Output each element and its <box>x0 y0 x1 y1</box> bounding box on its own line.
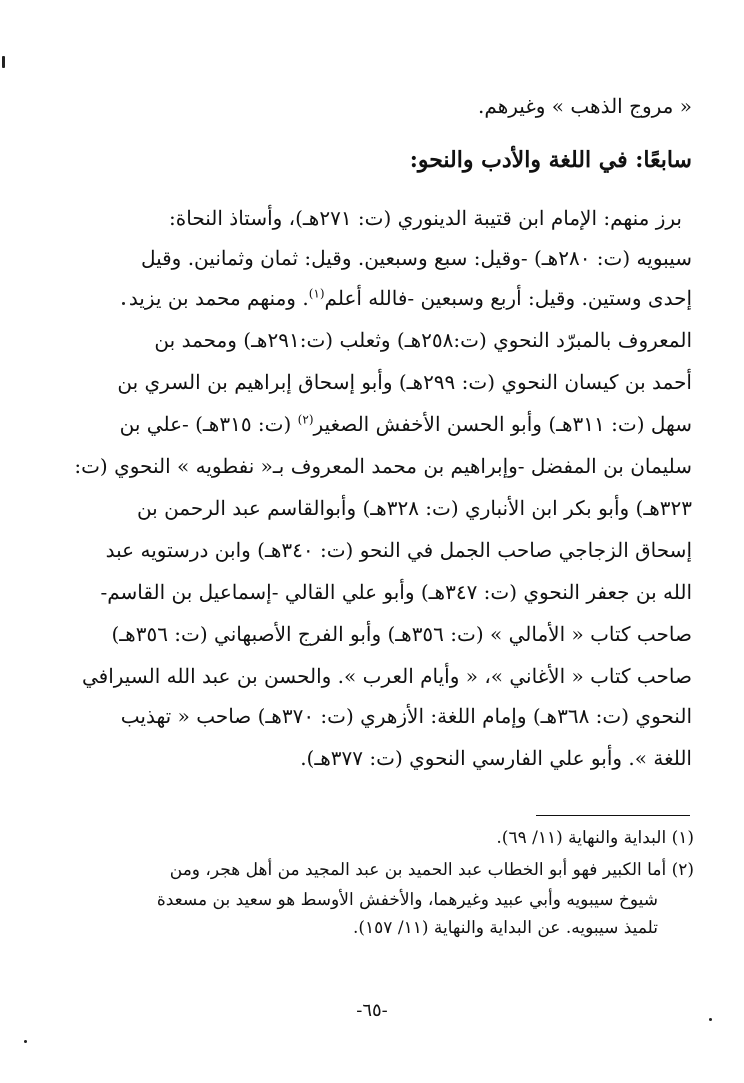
scan-speck <box>2 56 5 68</box>
scan-speck <box>122 302 125 305</box>
text-line-11: إسحاق الزجاجي صاحب الجمل في النحو (ت: ٣٤٠هـ) وابن درستويه عبد <box>105 538 692 562</box>
scan-speck <box>24 1040 27 1043</box>
text-line-10: ٣٢٣هـ) وأبو بكر ابن الأنباري (ت: ٣٢٨هـ) وأبوالقاسم عبد الرحمن بن <box>136 496 692 520</box>
page-number: -٦٥- <box>356 1000 388 1021</box>
footnote-ref-2[interactable]: (٢) <box>297 412 314 427</box>
text-line-16: اللغة ». وأبو علي الفارسي النحوي (ت: ٣٧٧هـ). <box>300 746 692 770</box>
footnote-2-line-3: تلميذ سيبويه. عن البداية والنهاية (١١/ ١٥٧). <box>353 918 658 938</box>
footnote-ref-1[interactable]: (١) <box>308 286 325 301</box>
footnote-2-line-1: (٢) أما الكبير فهو أبو الخطاب عبد الحميد بن عبد المجيد من أهل هجر، ومن <box>169 860 694 880</box>
text-line-6: المعروف بالمبرّد النحوي (ت:٢٥٨هـ) وثعلب (ت:٢٩١هـ) ومحمد بن <box>154 328 692 352</box>
text-line-3: برز منهم: الإمام ابن قتيبة الدينوري (ت: ٢٧١هـ)، وأستاذ النحاة: <box>169 206 682 230</box>
footnote-2-line-2: شيوخ سيبويه وأبي عبيد وغيرهما، والأخفش الأوسط هو سعيد بن مسعدة <box>156 890 658 910</box>
text-line-15: النحوي (ت: ٣٦٨هـ) وإمام اللغة: الأزهري (ت: ٣٧٠هـ) صاحب « تهذيب <box>120 704 692 728</box>
scan-speck <box>709 1018 712 1021</box>
text-line-12: الله بن جعفر النحوي (ت: ٣٤٧هـ) وأبو علي القالي -إسماعيل بن القاسم- <box>100 580 692 604</box>
text-line-14: صاحب كتاب « الأغاني »، « وأيام العرب ». والحسن بن عبد الله السيرافي <box>81 664 692 688</box>
text-line-1: « مروج الذهب » وغيرهم. <box>478 94 692 118</box>
text-line-13: صاحب كتاب « الأمالي » (ت: ٣٥٦هـ) وأبو الفرج الأصبهاني (ت: ٣٥٦هـ) <box>111 622 692 646</box>
footnote-separator <box>536 815 690 816</box>
text-line-5-tail: . ومنهم محمد بن يزيد <box>128 286 309 310</box>
text-line-8 <box>120 410 692 438</box>
text-line-7: أحمد بن كيسان النحوي (ت: ٢٩٩هـ) وأبو إسحاق إبراهيم بن السري بن <box>117 370 692 394</box>
text-line-8-main: سهل (ت: ٣١١هـ) وأبو الحسن الأخفش الصغير <box>313 412 692 436</box>
footnote-1: (١) البداية والنهاية (١١/ ٦٩). <box>496 828 694 848</box>
section-heading: سابعًا: في اللغة والأدب والنحو: <box>409 147 692 173</box>
text-line-5 <box>129 284 692 312</box>
text-line-8-tail: (ت: ٣١٥هـ) -علي بن <box>119 412 298 436</box>
text-line-5-main: إحدى وستين. وقيل: أربع وسبعين -فالله أعلم <box>324 286 692 310</box>
text-line-4: سيبويه (ت: ٢٨٠هـ) -وقيل: سبع وسبعين. وقيل: ثمان وثمانين. وقيل <box>140 246 692 270</box>
text-line-9: سليمان بن المفضل -وإبراهيم بن محمد المعروف بـ« نفطويه » النحوي (ت: <box>74 454 692 478</box>
